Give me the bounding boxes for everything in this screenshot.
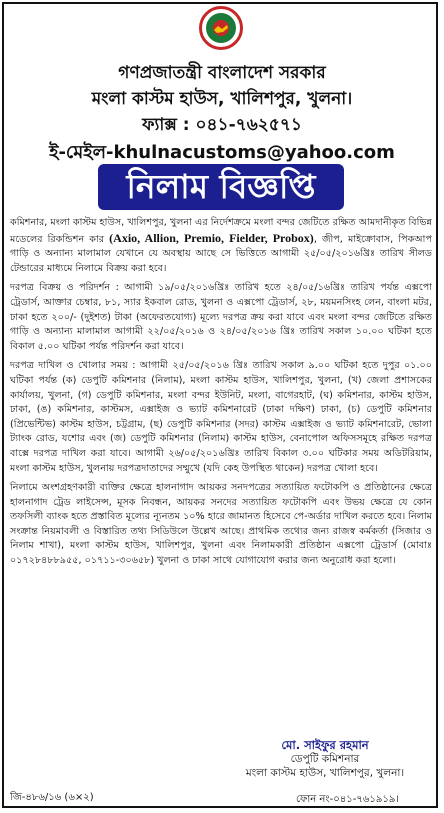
email-address: ই-মেইল-khulnacustoms@yahoo.com [49,142,395,163]
signatory-name: মো. সাইফুর রহমান [281,738,369,752]
phone-number: ফোন নং-০৪১-৭৬১৯১৯। [296,794,399,805]
signatory-office: মংলা কাস্টম হাউস, খালিশপুর, খুলনা। [245,767,405,779]
sale-inspection-paragraph: দরপত্র বিক্রয় ও পরিদর্শন : আগামী ১৯/০৫/২০১৬খ্রিঃ তারিখ হতে ২৪/০৫/১৬খ্রিঃ তারিখ পর্যন্ত এক্সপো ট্রেডার্স, আক্তার চেম্বার, ৮১, স্যার ইকবাল রোড, খুলনা ও এক্সপো ট্রেডার্স, ২৮, ময়মনসিংহ লেন, বাংলা মটর, ঢাকা হতে ২০০/- (দুইশত) টাকা (অফেরতযোগ্য) মূল্যে দরপত্র ক্রয় করা যাবে এবং মংলা বন্দর জেটিতে রক্ষিত গাড়ি ও অন্যান্য মালামাল আগামী ২২/০৫/২০১৬ ও ২৪/০৫/২০১৬ খ্রিঃ তারিখ সকাল ১০.০০ ঘটিকা হতে বিকাল ৫.০০ ঘটিকা পর্যন্ত পরিদর্শন করা যাবে। [10,282,432,352]
intro-text-2: , জীপ, মাইক্রোবাস, পিকআপ গাড়ি ও অন্যান্য মালামাল যেখানে যে অবস্থায় আছে সে ভিত্তিতে আগামী ২৫/০৫/২০১৬খ্রিঃ তারিখ সীলড টেন্ডারের মাধ্যমে নিলামে বিক্রয় করা হবে। [10,233,432,274]
reference-number: জি-৪৮৬/১৬ (৬×২) [10,792,94,803]
signatory-title: ডেপুটি কমিশনার [290,753,360,765]
bangladesh-govt-emblem-icon [199,6,243,50]
eligibility-paragraph: নিলামে অংশগ্রহণকারী ব্যক্তির ক্ষেত্রে হালনাগাদ আয়কর সনদপত্রের সত্যায়িত ফটোকপি ও প্রতিষ্ঠানের ক্ষেত্রে হালনাগাদ ট্রেড লাইসেন্স, মূসক নিবন্ধন, আয়কর সনদের সত্যায়িত ফটোকপি এবং উভয় ক্ষেত্রে যে কোন তফসিলী ব্যাংক হতে প্রস্তাবিত মূল্যের ন্যূনতম ১০% হারে জামানত হিসেবে পে-অর্ডার দাখিল করতে হবে। নিলাম সংক্রান্ত নিয়মাবলী ও বিস্তারিত তথ্য সিডিউলে উল্লেখ আছে। প্রাথমিক তথ্যের জন্য রাজস্ব কর্মকর্তা (সিজার ও নিলাম শাখা), মংলা কাস্টম হাউস, খালিশপুর, খুলনা এবং নিলামকারী প্রতিষ্ঠান এক্সপো ট্রেডার্স (মোবাঃ ০১৭২৮৪৮৮৯৫৫, ০১৭১১-৩০৬৫৮) খুলনা ও ঢাকা সাথে যোগাযোগ করার জন্য অনুরোধ করা হলো। [10,482,432,567]
fax-number: ফ্যাক্স : ০৪১-৭৬২৫৭১ [142,115,302,135]
auction-notice-banner: নিলাম বিজ্ঞপ্তি [98,164,344,210]
notice-body [10,216,432,574]
govt-title: গণপ্রজাতন্ত্রী বাংলাদেশ সরকার [118,63,326,83]
intro-paragraph [10,216,432,276]
office-name: মংলা কাস্টম হাউস, খালিশপুর, খুলনা। [91,89,353,109]
intro-text-1: কমিশনার, মংলা কাস্টম হাউস, খালিশপুর, খুলনা এর নির্দেশক্রমে মংলা বন্দর জেটিতে রক্ষিত আমদানীকৃত বিভিন্ন মডেলের রিকন্ডিশন কার [10,217,432,245]
signature-block [210,738,440,780]
car-models-text: (Axio, Allion, Premio, Fielder, Probox) [109,230,314,245]
submission-opening-paragraph: দরপত্র দাখিল ও খোলার সময় : আগামী ২৫/০৫/২০১৬ খ্রিঃ তারিখ সকাল ৯.০০ ঘটিকা হতে দুপুর ০১.০০ ঘটিকা পর্যন্ত (ক) ডেপুটি কমিশনার (নিলাম), মংলা কাস্টম হাউস, খালিশপুর, খুলনা, (খ) জেলা প্রশাসকের কার্যালয়, খুলনা, (গ) ডেপুটি কমিশনার, মংলা বন্দর ইউনিট, মংলা, বাগেরহাট, (ঘ) কমিশনার, কাস্টম হাউস, ঢাকা, (ঙ) কমিশনার, কাস্টমস, এক্সাইজ ও ভ্যাট কমিশনারেট (ঢাকা দক্ষিণ) ঢাকা, (চ) ডেপুটি কমিশনার (প্রিভেন্টিভ) কাস্টম হাউস, চট্টগ্রাম, (ছ) ডেপুটি কমিশনার (সদর) কাস্টম এক্সাইজ ও ভ্যাট কমিশনারেট, ভোলা ট্যাংক রোড, যশোর এবং (জ) ডেপুটি কমিশনার (নিলাম) কাস্টম হাউস, বেনাপোল অফিসসমূহে রক্ষিত দরপত্র বাক্সে দরপত্র দাখিল করা যাবে। আগামী ২৬/০৫/২০১৬খ্রিঃ তারিখ বিকাল ৩.০০ ঘটিকার সময় অডিটরিয়াম, মংলা কাস্টম হাউস, খুলনায় দরপত্রদাতাদের সম্মুখে (যদি কেহ উপস্থিত থাকেন) দরপত্র খোলা হবে। [10,360,432,474]
